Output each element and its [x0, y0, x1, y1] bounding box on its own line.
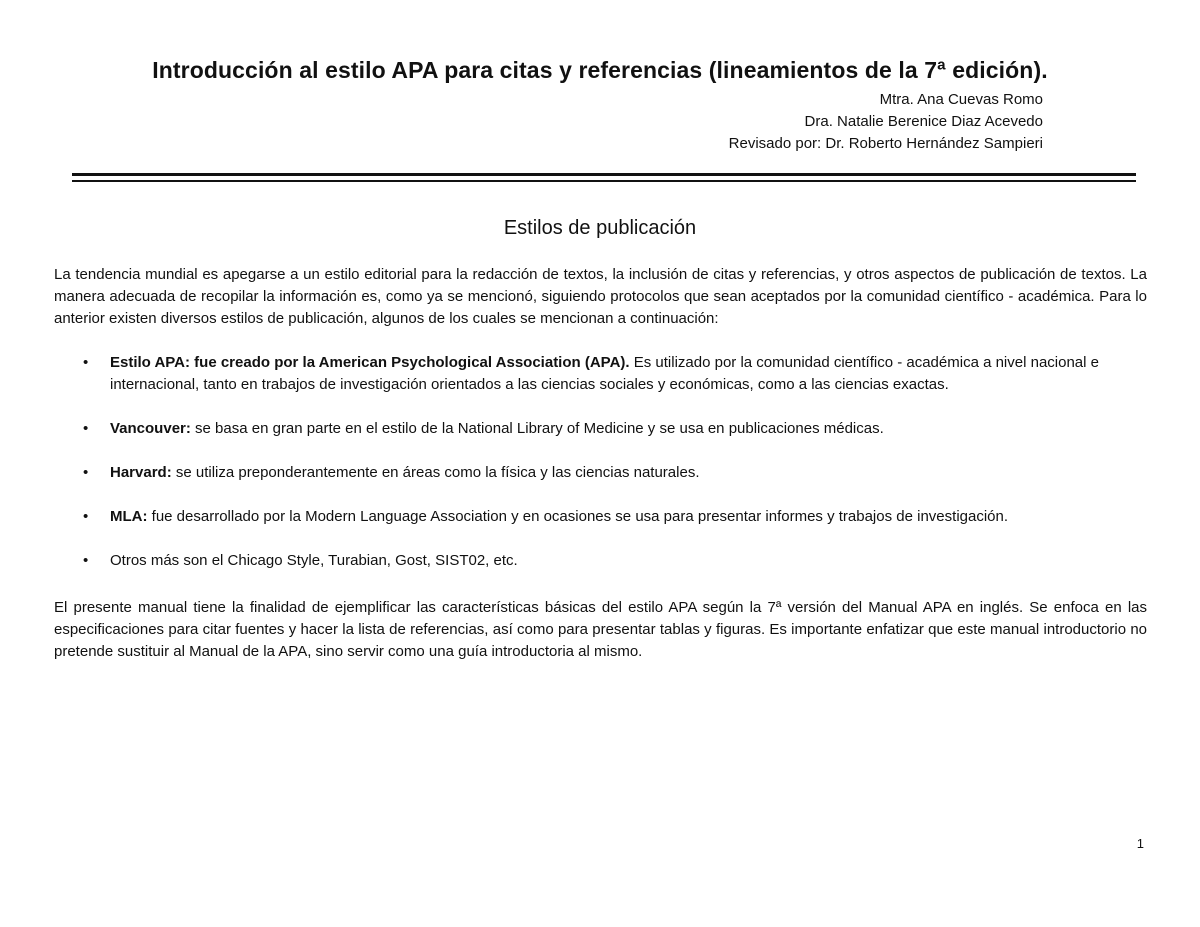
list-item-text: se utiliza preponderantemente en áreas como la física y las ciencias naturales. [171, 464, 700, 481]
list-item-harvard [54, 462, 1147, 484]
list-item-term: Harvard: [110, 464, 172, 481]
list-item-text: se basa en gran parte en el estilo de la National Library of Medicine y se usa en publicaciones médicas. [190, 420, 884, 437]
author-line: Dra. Natalie Berenice Diaz Acevedo [804, 113, 1043, 130]
list-item-term: Vancouver: [110, 420, 191, 437]
header-rule-thick [72, 173, 1136, 176]
document-title: Introducción al estilo APA para citas y referencias (lineamientos de la 7ª edición). [152, 57, 1048, 83]
list-item-others [54, 550, 1147, 572]
list-item-text: Otros más son el Chicago Style, Turabian, Gost, SIST02, etc. [110, 552, 518, 569]
list-item-apa [54, 352, 1147, 396]
section-title: Estilos de publicación [503, 217, 697, 239]
publication-styles-list [54, 352, 1147, 594]
bullet-icon: • [83, 508, 89, 525]
list-item-vancouver [54, 418, 1147, 440]
bullet-icon: • [83, 464, 89, 481]
list-item-text: Es utilizado por la comunidad científico - académica a nivel nacional e internacional, tanto en trabajos de investigación orientados a las ciencias sociales y económicas, como a las ciencias exactas. [110, 354, 1099, 393]
intro-paragraph: La tendencia mundial es apegarse a un estilo editorial para la redacción de textos, la inclusión de citas y referencias, y otros aspectos de publicación de textos. La manera adecuada de recopilar la información es, como ya se mencionó, siguiendo protocolos que sean aceptados por la comunidad científico - académica. Para lo anterior existen diversos estilos de publicación, algunos de los cuales se mencionan a continuación: [54, 266, 1147, 327]
reviewer-line: Revisado por: Dr. Roberto Hernández Sampieri [728, 135, 1043, 152]
list-item-mla [54, 506, 1147, 528]
closing-paragraph: El presente manual tiene la finalidad de ejemplificar las características básicas del estilo APA según la 7ª versión del Manual APA en inglés. Se enfoca en las especificaciones para citar fuentes y hacer la lista de referencias, así como para presentar tablas y figuras. Es importante enfatizar que este manual introductorio no pretende sustituir al Manual de la APA, sino servir como una guía introductoria al mismo. [54, 599, 1147, 660]
bullet-icon: • [83, 420, 89, 437]
author-block [729, 89, 1043, 155]
header-rule-thin [72, 180, 1136, 182]
author-line: Mtra. Ana Cuevas Romo [879, 91, 1043, 108]
bullet-icon: • [83, 354, 89, 371]
list-item-term: MLA: [110, 508, 148, 525]
bullet-icon: • [83, 552, 89, 569]
list-item-text: fue desarrollado por la Modern Language Association y en ocasiones se usa para presentar informes y trabajos de investigación. [147, 508, 1009, 525]
list-item-term: Estilo APA: fue creado por la American Psychological Association (APA). [110, 354, 630, 371]
page-number: 1 [1136, 836, 1144, 851]
